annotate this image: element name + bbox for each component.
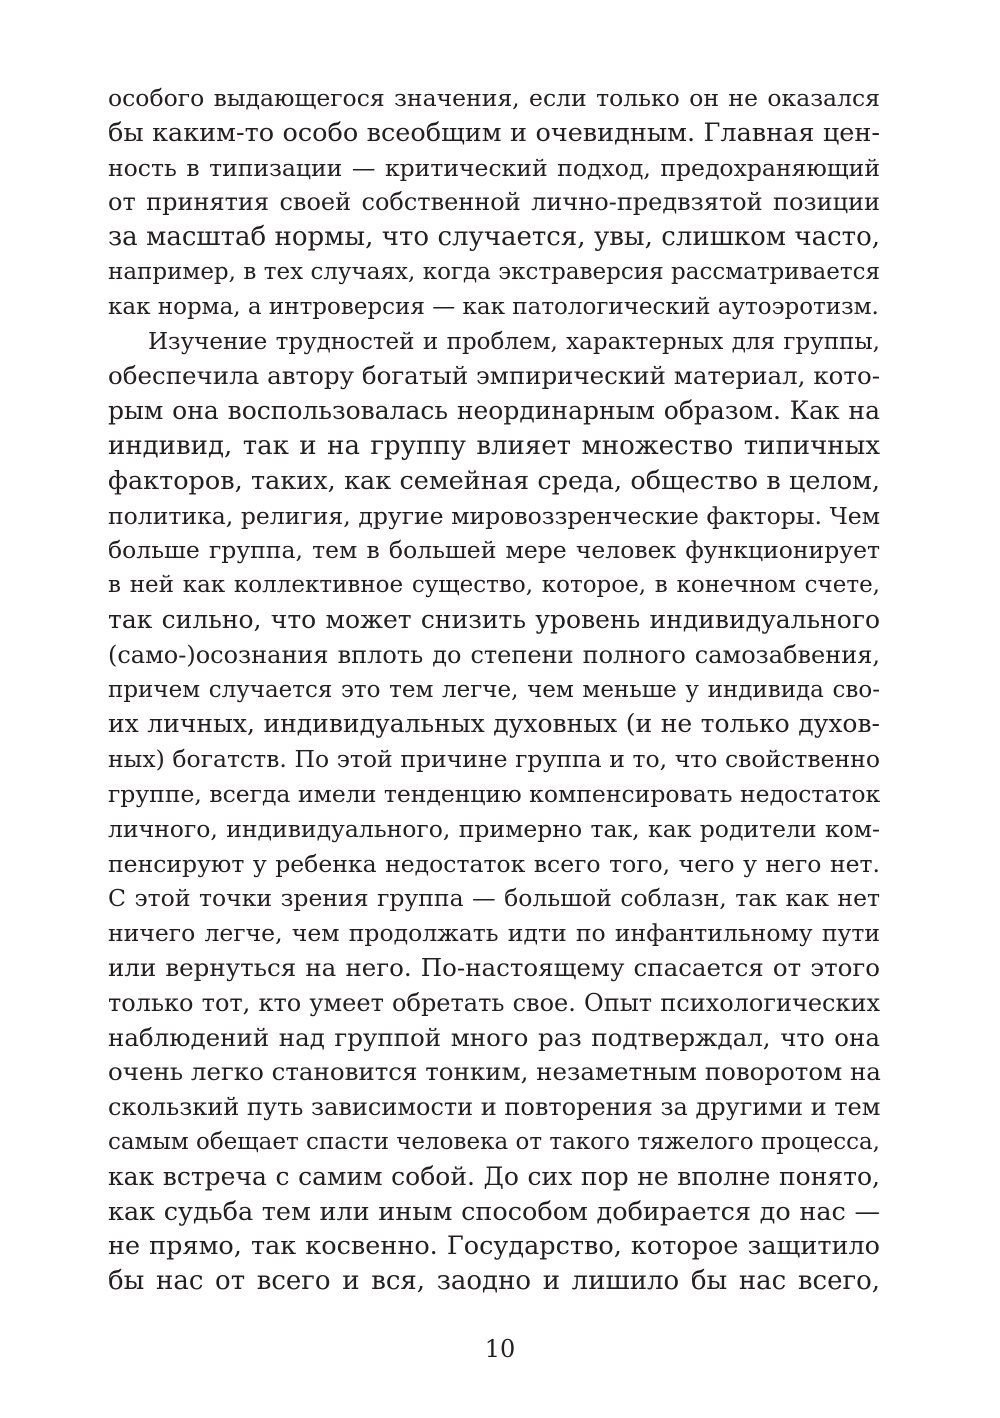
text-line: личного, индивидуального, примерно так, как родители ком- (108, 814, 880, 843)
text-line: как норма, а интроверсия — как патологический аутоэротизм. (108, 293, 879, 320)
text-line: особого выдающегося значения, если только он не оказался (108, 84, 880, 112)
text-line: не прямо, так косвенно. Государство, которое защитило (108, 1231, 880, 1262)
text-line: как судьба тем или иным способом добирается до нас — (108, 1196, 880, 1227)
text-line: факторов, таких, как семейная среда, общество в целом, (108, 465, 880, 496)
text-line: так сильно, что может снизить уровень индивидуального (108, 604, 880, 634)
text-line: в ней как коллективное существо, которое, в конечном счете, (108, 572, 880, 599)
text-line: как встреча с самим собой. До сих пор не вполне понято, (108, 1161, 880, 1191)
text-line: наблюдений над группой много раз подтверждал, что она (108, 1022, 880, 1052)
text-line: очень легко становится тонким, незаметным поворотом на (108, 1057, 881, 1087)
text-line: С этой точки зрения группа — большой соблазн, так как нет (108, 884, 880, 913)
text-line: рым она воспользовалась неординарным образом. Как на (108, 396, 880, 426)
text-line: их личных, индивидуальных духовных (и не только духов- (108, 709, 880, 739)
text-line: ничего легче, чем продолжать идти по инфантильному пути (108, 919, 880, 948)
text-line: причем случается это тем легче, чем меньше у индивида сво- (108, 676, 880, 703)
text-line: скользкий путь зависимости и повторения за другими и тем (108, 1093, 881, 1122)
text-line: или вернуться на него. По-настоящему спасается от этого (108, 952, 880, 982)
text-line: больше группа, тем в большей мере человек функционирует (108, 536, 880, 565)
text-line: обеспечила автору богатый эмпирический материал, кото- (108, 361, 880, 391)
text-line: пенсируют у ребенка недостаток всего того, чего у него нет. (108, 849, 880, 878)
text-line: политика, религия, другие мировоззренческие факторы. Чем (108, 501, 880, 530)
paragraph-1 (108, 81, 880, 325)
text-line: самым обещает спасти человека от такого тяжелого процесса, (108, 1128, 880, 1155)
body-text (108, 81, 880, 1299)
page-number: 10 (484, 1335, 516, 1363)
text-line: например, в тех случаях, когда экстраверсия рассматривается (108, 258, 880, 285)
text-line: за масштаб нормы, что случается, увы, слишком часто, (108, 222, 880, 253)
text-line: от принятия своей собственной лично-предвзятой позиции (108, 188, 880, 217)
text-line: ных) богатств. По этой причине группа и то, что свойственно (108, 745, 880, 774)
text-line: ность в типизации — критический подход, предохраняющий (108, 153, 880, 182)
text-line: Изучение трудностей и проблем, характерных для группы, (148, 328, 880, 355)
text-line: группе, всегда имели тенденцию компенсировать недостаток (108, 779, 881, 808)
paragraph-2 (108, 325, 880, 1299)
text-line: (само-)осознания вплоть до степени полного самозабвения, (108, 640, 880, 669)
text-line: только тот, кто умеет обретать свое. Опыт психологических (108, 988, 880, 1017)
text-line: бы нас от всего и вся, заодно и лишило бы нас всего, (108, 1266, 880, 1297)
text-line: бы каким-то особо всеобщим и очевидным. Главная цен- (108, 117, 880, 148)
text-line: индивид, так и на группу влияет множество типичных (108, 430, 880, 461)
